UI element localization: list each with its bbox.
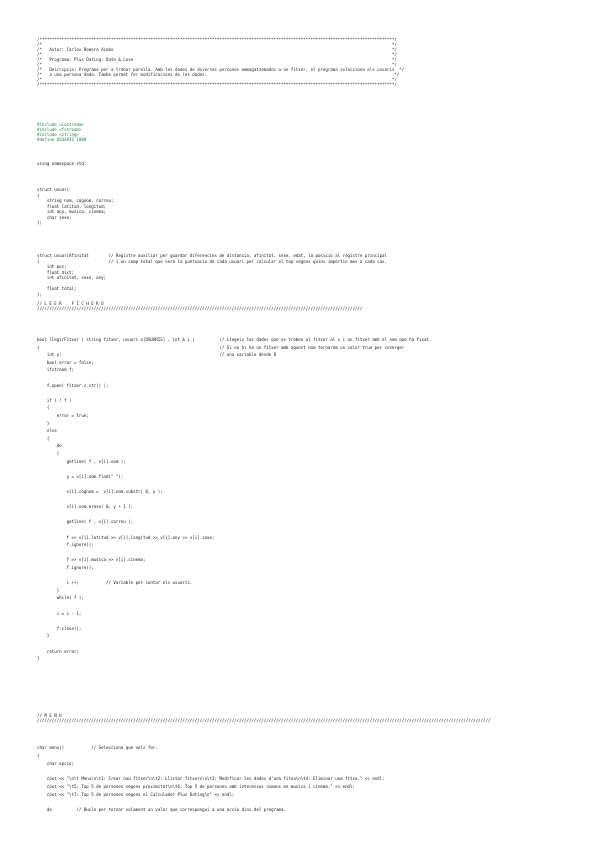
section-menu-line: // M E N U bbox=[37, 713, 62, 718]
include-line: #include <string> bbox=[37, 132, 79, 137]
llegir-code-line: else bbox=[37, 428, 57, 434]
llegir-code-line: return error; bbox=[37, 648, 79, 654]
struct-usuari-line: { bbox=[37, 192, 40, 198]
header-comment-line: /* */ bbox=[37, 77, 397, 82]
header-comment-line: /* Autor: Carlos Romero Acebo */ bbox=[37, 47, 397, 52]
llegir-code-line: } bbox=[37, 633, 50, 639]
struct-afinitat-line: struct usuariAfinitat // Registre auxiliar per guardar diferencies de distancia, afinitat, sexe, edat, la posicio al registre principal bbox=[37, 253, 387, 258]
llegir-code-line: { bbox=[37, 405, 50, 411]
section-menu-line: //////////////////////////////////////////////////////////////////////////////////////////////////////////////////////////////////////////////////////////////////////////////////////// bbox=[37, 718, 491, 723]
header-comment-line: /************************************************************************************************************************************************/ bbox=[37, 37, 397, 42]
header-comment-line: /* a una persona dada. Tambe permet fer modificacions de les dades. */ bbox=[37, 72, 400, 77]
header-comment-line: /* */ bbox=[37, 52, 397, 57]
struct-usuari-line: struct usuari bbox=[37, 187, 70, 192]
include-line: #define USUARIS 1000 bbox=[37, 137, 87, 142]
menu-code-line: cout << "\t5: Top 5 de persones segons proximitat\n\t6: Top 5 de persones amb interessos comuns en musica i cinema." << endl; bbox=[37, 784, 355, 789]
llegir-code-line: ifstream f; bbox=[37, 367, 74, 373]
llegir-code-line: bool error = false; bbox=[37, 359, 94, 365]
struct-afinitat-line: float total; bbox=[37, 286, 77, 291]
struct-afinitat-line: int pos; bbox=[37, 264, 67, 269]
llegir-code-line: } bbox=[37, 420, 50, 426]
struct-usuari-line: string nom, cognom, correu; bbox=[37, 198, 114, 203]
llegir-code-line: { // Si no hi ha un fitxer amb aquest nom tornarem un valor true per coverger bbox=[37, 344, 405, 350]
menu-code-line: char opcio; bbox=[37, 760, 74, 766]
llegir-code-line: getline( f , v[i].nom ); bbox=[37, 458, 126, 464]
header-comment-line: /************************************************************************************************************************************************/ bbox=[37, 82, 397, 87]
include-line: #include <iostream> bbox=[37, 122, 84, 127]
llegir-code-line: error = true; bbox=[37, 413, 89, 418]
struct-usuari-line: float latitud, longitud; bbox=[37, 203, 107, 209]
header-comment-line: /* */ bbox=[37, 62, 397, 67]
llegir-code-line: do bbox=[37, 443, 62, 449]
menu-code-line: cout << "\t7: Top 5 de persones segons el Calculador Plus Dating\n" << endl; bbox=[37, 791, 235, 797]
llegir-code-line: int y; // una variable desde 0 bbox=[37, 352, 277, 358]
using-line: using namespace std; bbox=[37, 161, 87, 166]
llegir-code-line: { bbox=[37, 435, 50, 441]
llegir-code-line: i = i - 1; bbox=[37, 610, 82, 616]
include-line: #include <fstream> bbox=[37, 127, 82, 132]
menu-code-line: do // Bucle per tornar solament un valor que correspongui a una accio dins del programa. bbox=[37, 807, 286, 813]
header-comment-line: /* */ bbox=[37, 42, 397, 47]
llegir-code-line: } bbox=[37, 587, 60, 593]
struct-usuari-line: }; bbox=[37, 220, 42, 225]
llegir-code-line: if ( ! f ) bbox=[37, 397, 72, 403]
struct-afinitat-line: { // i un camp total que sera la puntuacio de cada usuari per calcular el top segons quins importin mes a cada cas. bbox=[37, 258, 387, 264]
struct-afinitat-line: }; bbox=[37, 291, 42, 297]
llegir-code-line: f.ignore(); bbox=[37, 542, 94, 548]
llegir-code-line: i ++; // Variable per contar els usuaris. bbox=[37, 580, 193, 586]
llegir-code-line: while( f ); bbox=[37, 595, 84, 601]
menu-code-line: cout << "\n\t Menu\n\t1: Crear nou fitxer\n\t2: Llistar fitxers\n\t3: Modificar les dades d'una fitxa\n\t4: Eliminar una fitxa." << endl; bbox=[37, 776, 385, 782]
llegir-code-line: f >> v[i].latitud >> v[i].longitud >> v[i].any >> v[i].sexe; bbox=[37, 534, 215, 540]
section-llegir-line: // L E E R F I C H E R O bbox=[37, 301, 104, 306]
llegir-code-line: getline( f , v[i].correu ); bbox=[37, 519, 134, 525]
llegir-code-line: } bbox=[37, 656, 40, 662]
llegir-code-line: v[i].cognom = v[i].nom.substr( 0, y ); bbox=[37, 489, 163, 494]
llegir-code-line: f.open( fitxer.c_str() ); bbox=[37, 382, 109, 388]
menu-code-line: { bbox=[37, 752, 40, 758]
llegir-code-line: f.close(); bbox=[37, 625, 82, 631]
llegir-code-line: v[i].nom.erase( 0, y + 1 ); bbox=[37, 504, 134, 510]
struct-afinitat-line: int afinitat, sexe, any; bbox=[37, 275, 107, 280]
menu-code-line: char menu() // Selecciona que vols fer. bbox=[37, 745, 158, 750]
llegir-code-line: y = v[i].nom.find(" "); bbox=[37, 473, 124, 479]
struct-afinitat-line: float dist; bbox=[37, 269, 74, 275]
struct-usuari-line: int any, musica, cinema; bbox=[37, 209, 107, 214]
section-llegir-line: //////////////////////////////////////////////////////////////////////////////////////////////////////////////////////////////////// bbox=[37, 306, 363, 311]
llegir-code-line: f >> v[i].musica >> v[i].cinema; bbox=[37, 557, 146, 563]
llegir-code-line: bool llegirFitxer ( string fitxer, usuari v[USUARIS] , int & i ) // Llegeix les dades que es troben al fitxer al v i un fitxer amb el nom que ha fixat. bbox=[37, 337, 432, 342]
llegir-code-line: f.ignore(); bbox=[37, 565, 94, 570]
header-comment-line: /* Programa: Plus Dating: Date & Love */ bbox=[37, 57, 397, 62]
struct-usuari-line: char sexe; bbox=[37, 214, 72, 220]
llegir-code-line: { bbox=[37, 451, 60, 456]
header-comment-line: /* Descripcio: Programa per a trobar parella. Amb les dades de diverses persones emmagatzemades a un fitxer, el programa selecciona els usuaris */ bbox=[37, 67, 405, 72]
